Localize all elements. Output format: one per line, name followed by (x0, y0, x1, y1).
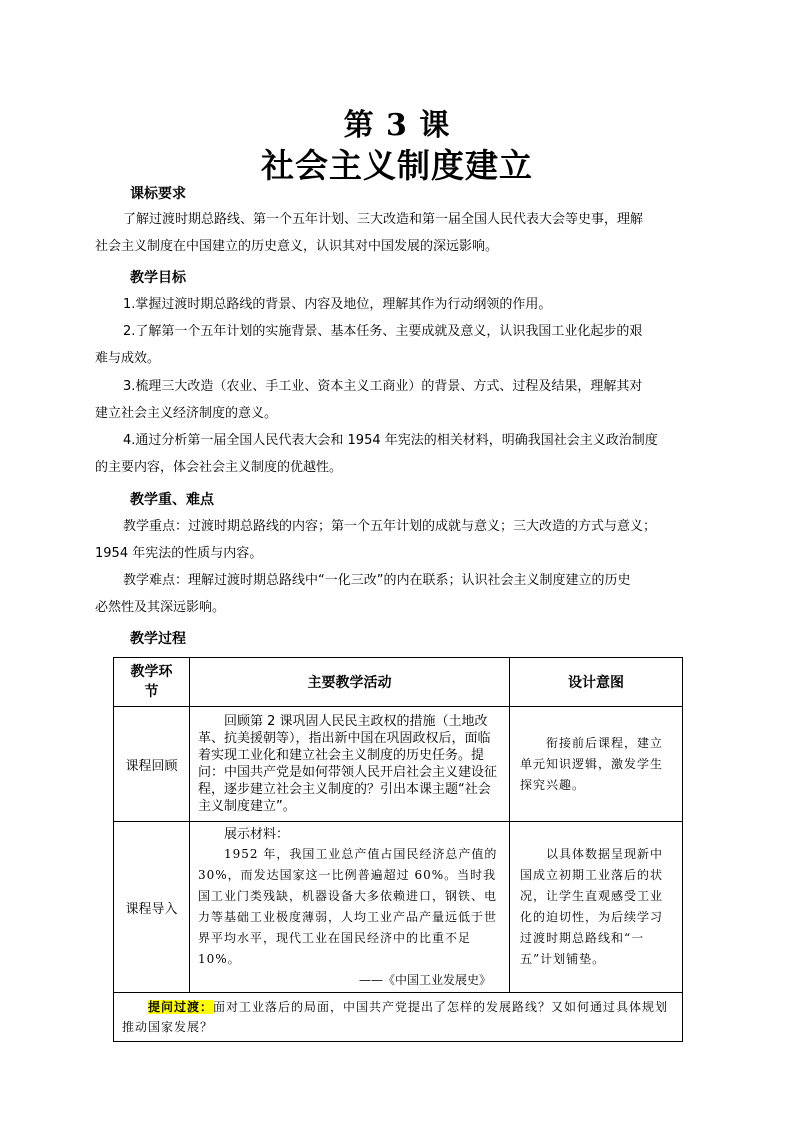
header-cell-stage: 教学环节 (114, 658, 190, 707)
lesson-title: 社会主义制度建立 (261, 146, 533, 185)
key-line: 1954 年宪法的性质与内容。 (95, 546, 263, 561)
difficulty-line: 教学难点：理解过渡时期总路线中“一化三改”的内在联系；认识社会主义制度建立的历史 (123, 573, 631, 588)
transition-cell (114, 993, 683, 1042)
table-row-review (114, 707, 683, 822)
objective-item (95, 291, 695, 318)
objective-item (95, 318, 695, 372)
objective-line: 建立社会主义经济制度的意义。 (95, 406, 278, 421)
activity-cell (190, 822, 510, 993)
objective-line: 2.了解第一个五年计划的实施背景、基本任务、主要成就及意义，认识我国工业化起步的艰 (123, 324, 643, 339)
intent-cell (510, 822, 683, 993)
table-row-intro (114, 822, 683, 993)
lesson-number: 第 3 课 (343, 108, 451, 143)
header-cell-activity: 主要教学活动 (190, 658, 510, 707)
material-text: 1952 年，我国工业总产值占国民经济总产值的 30%，而发达国家这一比例普遍超过 60%。当时我国工业门类残缺，机器设备大多依赖进口，钢铁、电力等基础工业极度薄弱，人均工业产品产量远低于世界平均水平，现代工业在国民经济中的比重不足 10%。 (198, 847, 498, 966)
header-cell-intent: 设计意图 (510, 658, 683, 707)
section-heading-process: 教学过程 (130, 631, 186, 647)
material-block (190, 822, 509, 992)
process-table (113, 657, 683, 1042)
standard-paragraph (95, 206, 695, 260)
transition-label: 提问过渡： (148, 1000, 214, 1014)
stage-cell: 课程导入 (114, 822, 190, 993)
material-source: ——《中国工业发展史》 (358, 973, 491, 987)
difficulty-line: 必然性及其深远影响。 (95, 600, 226, 615)
activity-cell (190, 707, 510, 822)
standard-line: 了解过渡时期总路线、第一个五年计划、三大改造和第一届全国人民代表大会等史事，理解 (123, 212, 644, 227)
review-activity-text: 回顾第 2 课巩固人民民主政权的措施（土地改革、抗美援朝等），指出新中国在巩固政权后，面临着实现工业化和建立社会主义制度的历史任务。提问：中国共产党是如何带领人民开启社会主义建设征程，逐步建立社会主义制度的？引出本课主题“社会主义制度建立”。 (198, 714, 498, 814)
material-title: 展示材料： (224, 827, 290, 842)
objective-line: 1.掌握过渡时期总路线的背景、内容及地位，理解其作为行动纲领的作用。 (123, 297, 552, 312)
intro-intent-text: 以具体数据呈现新中国成立初期工业落后的状况，让学生直观感受工业化的迫切性，为后续学习过渡时期总路线和“一五”计划铺垫。 (520, 847, 664, 966)
objective-line: 4.通过分析第一届全国人民代表大会和 1954 年宪法的相关材料，明确我国社会主义政治制度 (123, 433, 658, 448)
objective-item (95, 373, 695, 427)
objective-item (95, 427, 695, 481)
objective-line: 的主要内容，体会社会主义制度的优越性。 (95, 460, 343, 475)
review-intent-text: 衔接前后课程，建立单元知识逻辑，激发学生探究兴趣。 (520, 735, 664, 792)
section-heading-objectives: 教学目标 (130, 270, 186, 286)
stage-cell: 课程回顾 (114, 707, 190, 822)
key-paragraph (95, 513, 695, 567)
standard-line: 社会主义制度在中国建立的历史意义，认识其对中国发展的深远影响。 (95, 239, 499, 254)
difficulty-paragraph (95, 567, 695, 621)
section-heading-keypoints: 教学重、难点 (130, 492, 214, 508)
key-line: 教学重点：过渡时期总路线的内容；第一个五年计划的成就与意义；三大改造的方式与意义； (123, 519, 657, 534)
transition-text: 面对工业落后的局面，中国共产党提出了怎样的发展路线？又如何通过具体规划推动国家发展？ (122, 1000, 669, 1034)
objective-line: 3.梳理三大改造（农业、手工业、资本主义工商业）的背景、方式、过程及结果，理解其对 (123, 379, 643, 394)
intent-cell (510, 707, 683, 822)
table-header-row (114, 658, 683, 707)
table-row-transition (114, 993, 683, 1042)
section-heading-standard: 课标要求 (130, 186, 186, 202)
objective-line: 难与成效。 (95, 351, 161, 366)
